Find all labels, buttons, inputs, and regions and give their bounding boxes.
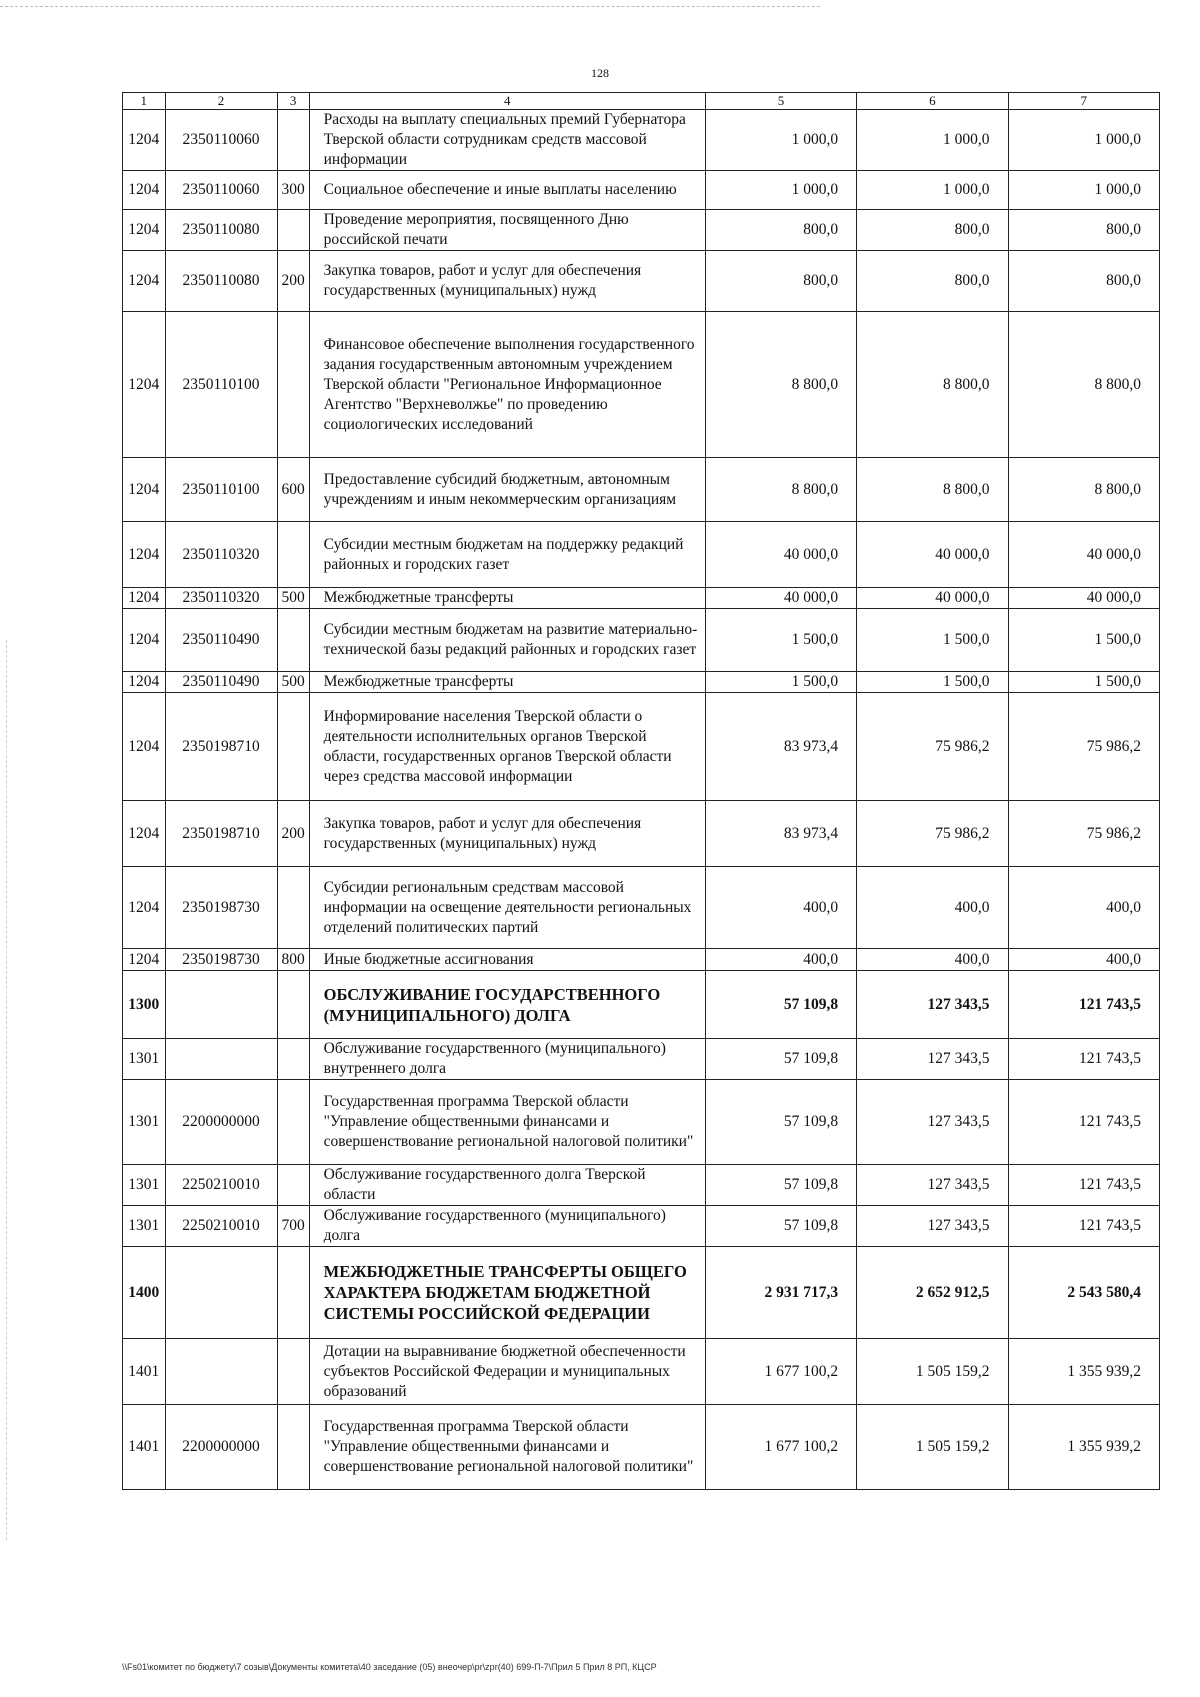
budget-code-cell: 1204 (123, 171, 166, 210)
expense-kind-cell (277, 312, 309, 458)
target-article-cell: 2350110490 (165, 609, 277, 672)
value-year2-cell: 127 343,5 (857, 1165, 1008, 1206)
line-name-cell: Обслуживание государственного долга Тверской области (309, 1165, 705, 1206)
line-name-cell: Иные бюджетные ассигнования (309, 949, 705, 971)
line-name-cell: Закупка товаров, работ и услуг для обеспечения государственных (муниципальных) нужд (309, 801, 705, 867)
table-row (123, 693, 1160, 801)
value-year1-cell: 1 000,0 (705, 171, 856, 210)
value-year1-cell: 2 931 717,3 (705, 1247, 856, 1339)
value-year3-cell: 40 000,0 (1008, 522, 1159, 588)
budget-code-cell: 1204 (123, 110, 166, 171)
value-year2-cell: 127 343,5 (857, 971, 1008, 1039)
value-year2-cell: 40 000,0 (857, 588, 1008, 609)
value-year1-cell: 8 800,0 (705, 458, 856, 522)
target-article-cell: 2350110080 (165, 210, 277, 251)
table-row (123, 1405, 1160, 1490)
target-article-cell: 2250210010 (165, 1206, 277, 1247)
value-year1-cell: 40 000,0 (705, 522, 856, 588)
table-row (123, 312, 1160, 458)
value-year3-cell: 121 743,5 (1008, 971, 1159, 1039)
budget-code-cell: 1301 (123, 1039, 166, 1080)
table-row (123, 971, 1160, 1039)
expense-kind-cell: 800 (277, 949, 309, 971)
value-year1-cell: 800,0 (705, 210, 856, 251)
value-year3-cell: 1 000,0 (1008, 171, 1159, 210)
expense-kind-cell (277, 1339, 309, 1405)
value-year3-cell: 121 743,5 (1008, 1080, 1159, 1165)
expense-kind-cell (277, 609, 309, 672)
expense-kind-cell (277, 1247, 309, 1339)
header-cell-2: 2 (165, 93, 277, 110)
value-year1-cell: 400,0 (705, 867, 856, 949)
table-row (123, 1247, 1160, 1339)
line-name-cell: Обслуживание государственного (муниципального) внутреннего долга (309, 1039, 705, 1080)
header-cell-3: 3 (277, 93, 309, 110)
target-article-cell: 2350110320 (165, 588, 277, 609)
expense-kind-cell: 500 (277, 672, 309, 693)
budget-code-cell: 1300 (123, 971, 166, 1039)
value-year1-cell: 400,0 (705, 949, 856, 971)
header-cell-1: 1 (123, 93, 166, 110)
scan-edge-line (6, 640, 7, 1540)
header-cell-7: 7 (1008, 93, 1159, 110)
value-year3-cell: 1 500,0 (1008, 609, 1159, 672)
table-row (123, 949, 1160, 971)
target-article-cell: 2350198730 (165, 949, 277, 971)
footer-file-path: \\Fs01\комитет по бюджету\7 созыв\Документы комитета\40 заседание (05) внеочер\pr\zpr(40) 699-П-7\Прил 5 Прил 8 РП, КЦСР (122, 1662, 657, 1672)
value-year3-cell: 8 800,0 (1008, 458, 1159, 522)
line-name-cell: Информирование населения Тверской области о деятельности исполнительных органов Тверской области, государственных органов Тверской области через средства массовой информации (309, 693, 705, 801)
value-year3-cell: 1 500,0 (1008, 672, 1159, 693)
budget-table (122, 92, 1160, 1490)
budget-code-cell: 1301 (123, 1206, 166, 1247)
expense-kind-cell (277, 522, 309, 588)
line-name-cell: Расходы на выплату специальных премий Губернатора Тверской области сотрудникам средств массовой информации (309, 110, 705, 171)
value-year2-cell: 1 000,0 (857, 110, 1008, 171)
budget-code-cell: 1204 (123, 949, 166, 971)
value-year2-cell: 127 343,5 (857, 1206, 1008, 1247)
table-row (123, 1039, 1160, 1080)
value-year3-cell: 8 800,0 (1008, 312, 1159, 458)
budget-code-cell: 1204 (123, 867, 166, 949)
expense-kind-cell (277, 210, 309, 251)
value-year2-cell: 75 986,2 (857, 693, 1008, 801)
expense-kind-cell (277, 110, 309, 171)
line-name-cell: Субсидии местным бюджетам на развитие материально-технической базы редакций районных и городских газет (309, 609, 705, 672)
target-article-cell: 2350110490 (165, 672, 277, 693)
value-year2-cell: 2 652 912,5 (857, 1247, 1008, 1339)
value-year1-cell: 800,0 (705, 251, 856, 312)
value-year3-cell: 75 986,2 (1008, 801, 1159, 867)
value-year3-cell: 75 986,2 (1008, 693, 1159, 801)
budget-code-cell: 1204 (123, 801, 166, 867)
value-year2-cell: 127 343,5 (857, 1080, 1008, 1165)
value-year1-cell: 57 109,8 (705, 1206, 856, 1247)
target-article-cell: 2350110060 (165, 171, 277, 210)
value-year3-cell: 400,0 (1008, 867, 1159, 949)
expense-kind-cell (277, 1039, 309, 1080)
target-article-cell: 2350110320 (165, 522, 277, 588)
line-name-cell: Проведение мероприятия, посвященного Дню российской печати (309, 210, 705, 251)
table-row (123, 1339, 1160, 1405)
budget-code-cell: 1401 (123, 1405, 166, 1490)
table-row (123, 171, 1160, 210)
value-year1-cell: 1 000,0 (705, 110, 856, 171)
value-year2-cell: 800,0 (857, 251, 1008, 312)
scan-border-line (0, 6, 820, 7)
table-row (123, 1080, 1160, 1165)
table-row (123, 867, 1160, 949)
line-name-cell: Субсидии региональным средствам массовой информации на освещение деятельности региональных отделений политических партий (309, 867, 705, 949)
value-year3-cell: 800,0 (1008, 210, 1159, 251)
table-row (123, 609, 1160, 672)
target-article-cell: 2350110060 (165, 110, 277, 171)
value-year3-cell: 121 743,5 (1008, 1039, 1159, 1080)
line-name-cell: Государственная программа Тверской области "Управление общественными финансами и совершенствование региональной налоговой политики" (309, 1080, 705, 1165)
table-row (123, 522, 1160, 588)
budget-code-cell: 1204 (123, 251, 166, 312)
line-name-cell: ОБСЛУЖИВАНИЕ ГОСУДАРСТВЕННОГО (МУНИЦИПАЛЬНОГО) ДОЛГА (309, 971, 705, 1039)
table-row (123, 110, 1160, 171)
value-year1-cell: 83 973,4 (705, 801, 856, 867)
budget-code-cell: 1301 (123, 1165, 166, 1206)
value-year1-cell: 1 500,0 (705, 672, 856, 693)
table-row (123, 672, 1160, 693)
budget-code-cell: 1204 (123, 588, 166, 609)
value-year2-cell: 8 800,0 (857, 458, 1008, 522)
value-year1-cell: 40 000,0 (705, 588, 856, 609)
budget-code-cell: 1401 (123, 1339, 166, 1405)
target-article-cell: 2350110100 (165, 458, 277, 522)
value-year3-cell: 1 000,0 (1008, 110, 1159, 171)
line-name-cell: Дотации на выравнивание бюджетной обеспеченности субъектов Российской Федерации и муниципальных образований (309, 1339, 705, 1405)
budget-code-cell: 1301 (123, 1080, 166, 1165)
target-article-cell (165, 971, 277, 1039)
value-year3-cell: 2 543 580,4 (1008, 1247, 1159, 1339)
value-year1-cell: 1 677 100,2 (705, 1339, 856, 1405)
budget-code-cell: 1204 (123, 522, 166, 588)
budget-code-cell: 1204 (123, 672, 166, 693)
value-year2-cell: 40 000,0 (857, 522, 1008, 588)
budget-code-cell: 1204 (123, 312, 166, 458)
target-article-cell (165, 1039, 277, 1080)
value-year2-cell: 75 986,2 (857, 801, 1008, 867)
value-year3-cell: 121 743,5 (1008, 1165, 1159, 1206)
target-article-cell: 2350110100 (165, 312, 277, 458)
table-row (123, 210, 1160, 251)
target-article-cell: 2200000000 (165, 1405, 277, 1490)
expense-kind-cell: 200 (277, 801, 309, 867)
expense-kind-cell (277, 867, 309, 949)
line-name-cell: Межбюджетные трансферты (309, 672, 705, 693)
line-name-cell: МЕЖБЮДЖЕТНЫЕ ТРАНСФЕРТЫ ОБЩЕГО ХАРАКТЕРА БЮДЖЕТАМ БЮДЖЕТНОЙ СИСТЕМЫ РОССИЙСКОЙ ФЕДЕРАЦИИ (309, 1247, 705, 1339)
table-row (123, 801, 1160, 867)
value-year2-cell: 8 800,0 (857, 312, 1008, 458)
expense-kind-cell: 500 (277, 588, 309, 609)
expense-kind-cell (277, 1165, 309, 1206)
budget-code-cell: 1400 (123, 1247, 166, 1339)
value-year2-cell: 1 505 159,2 (857, 1405, 1008, 1490)
value-year1-cell: 57 109,8 (705, 1165, 856, 1206)
header-cell-4: 4 (309, 93, 705, 110)
line-name-cell: Финансовое обеспечение выполнения государственного задания государственным автономным учреждением Тверской области "Региональное Информационное Агентство "Верхневолжье" по проведению социологических исследований (309, 312, 705, 458)
expense-kind-cell (277, 1080, 309, 1165)
line-name-cell: Обслуживание государственного (муниципального) долга (309, 1206, 705, 1247)
value-year2-cell: 400,0 (857, 867, 1008, 949)
value-year1-cell: 1 500,0 (705, 609, 856, 672)
value-year2-cell: 1 500,0 (857, 609, 1008, 672)
budget-code-cell: 1204 (123, 210, 166, 251)
value-year1-cell: 57 109,8 (705, 971, 856, 1039)
value-year3-cell: 1 355 939,2 (1008, 1339, 1159, 1405)
target-article-cell: 2350198730 (165, 867, 277, 949)
budget-code-cell: 1204 (123, 693, 166, 801)
value-year3-cell: 121 743,5 (1008, 1206, 1159, 1247)
value-year1-cell: 57 109,8 (705, 1080, 856, 1165)
value-year1-cell: 1 677 100,2 (705, 1405, 856, 1490)
line-name-cell: Предоставление субсидий бюджетным, автономным учреждениям и иным некоммерческим организациям (309, 458, 705, 522)
value-year3-cell: 40 000,0 (1008, 588, 1159, 609)
line-name-cell: Социальное обеспечение и иные выплаты населению (309, 171, 705, 210)
expense-kind-cell: 700 (277, 1206, 309, 1247)
value-year1-cell: 83 973,4 (705, 693, 856, 801)
target-article-cell: 2200000000 (165, 1080, 277, 1165)
header-cell-6: 6 (857, 93, 1008, 110)
expense-kind-cell: 200 (277, 251, 309, 312)
table-row (123, 588, 1160, 609)
expense-kind-cell (277, 693, 309, 801)
page-number: 128 (591, 66, 609, 80)
header-cell-5: 5 (705, 93, 856, 110)
expense-kind-cell: 600 (277, 458, 309, 522)
value-year2-cell: 127 343,5 (857, 1039, 1008, 1080)
target-article-cell (165, 1247, 277, 1339)
target-article-cell: 2250210010 (165, 1165, 277, 1206)
line-name-cell: Государственная программа Тверской области "Управление общественными финансами и совершенствование региональной налоговой политики" (309, 1405, 705, 1490)
target-article-cell: 2350198710 (165, 693, 277, 801)
expense-kind-cell (277, 971, 309, 1039)
value-year1-cell: 57 109,8 (705, 1039, 856, 1080)
value-year2-cell: 800,0 (857, 210, 1008, 251)
table-row (123, 251, 1160, 312)
table-header-row (123, 93, 1160, 110)
expense-kind-cell (277, 1405, 309, 1490)
value-year3-cell: 800,0 (1008, 251, 1159, 312)
value-year2-cell: 1 505 159,2 (857, 1339, 1008, 1405)
budget-code-cell: 1204 (123, 458, 166, 522)
value-year1-cell: 8 800,0 (705, 312, 856, 458)
value-year2-cell: 1 500,0 (857, 672, 1008, 693)
line-name-cell: Закупка товаров, работ и услуг для обеспечения государственных (муниципальных) нужд (309, 251, 705, 312)
value-year3-cell: 400,0 (1008, 949, 1159, 971)
target-article-cell (165, 1339, 277, 1405)
table-row (123, 458, 1160, 522)
expense-kind-cell: 300 (277, 171, 309, 210)
target-article-cell: 2350110080 (165, 251, 277, 312)
value-year2-cell: 1 000,0 (857, 171, 1008, 210)
line-name-cell: Субсидии местным бюджетам на поддержку редакций районных и городских газет (309, 522, 705, 588)
budget-code-cell: 1204 (123, 609, 166, 672)
line-name-cell: Межбюджетные трансферты (309, 588, 705, 609)
table-row (123, 1206, 1160, 1247)
target-article-cell: 2350198710 (165, 801, 277, 867)
value-year3-cell: 1 355 939,2 (1008, 1405, 1159, 1490)
value-year2-cell: 400,0 (857, 949, 1008, 971)
table-row (123, 1165, 1160, 1206)
